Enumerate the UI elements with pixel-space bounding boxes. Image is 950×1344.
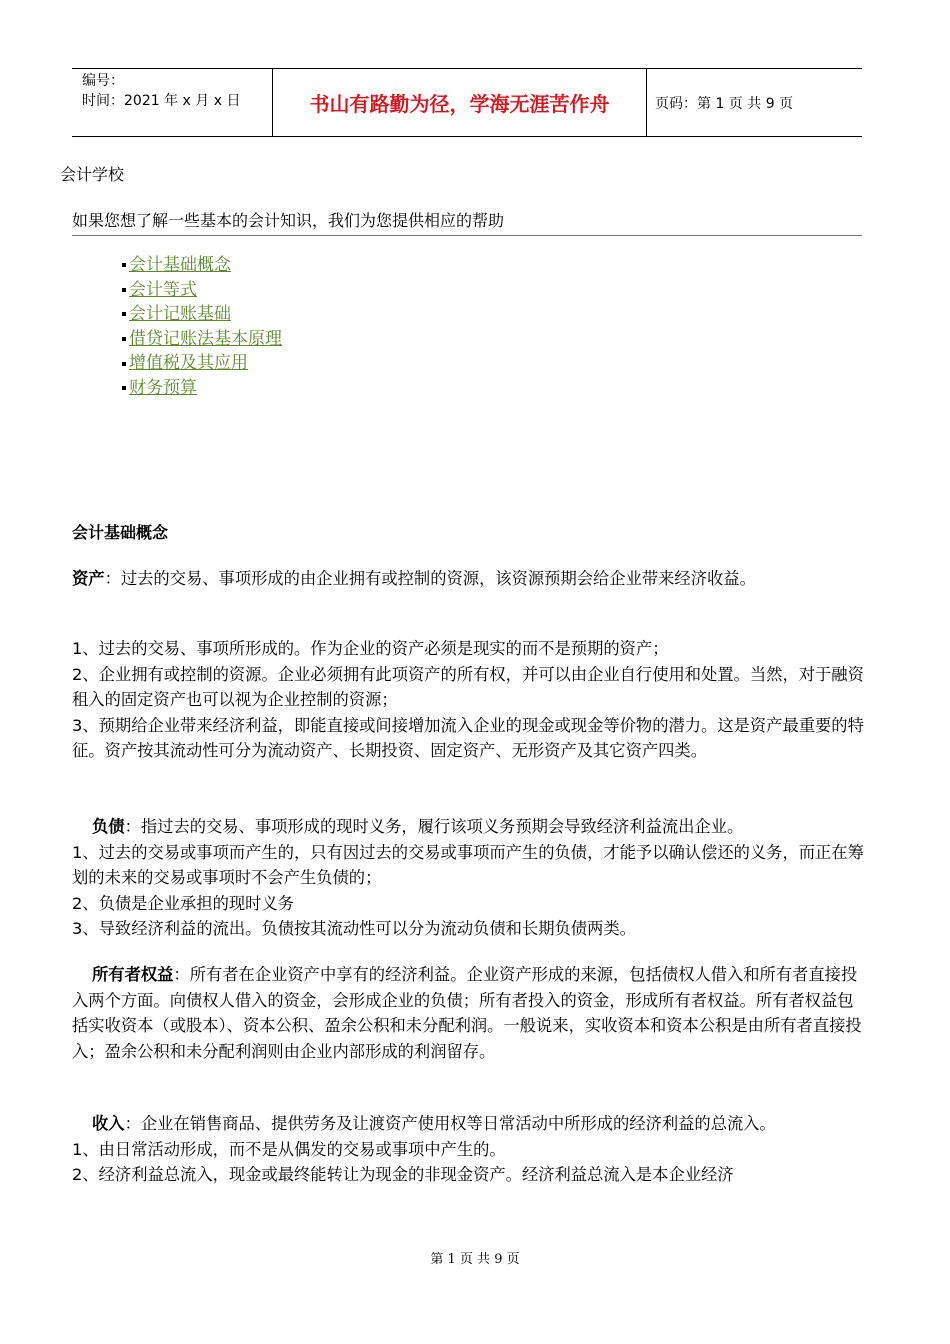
motto-cell	[272, 69, 647, 136]
nav-link-basic-concepts[interactable]: 会计基础概念	[129, 255, 231, 275]
liability-point: 2、负债是企业承担的现时义务	[72, 893, 295, 913]
nav-link-vat[interactable]: 增值税及其应用	[129, 353, 248, 374]
page-info-cell	[647, 69, 862, 136]
document-header	[72, 68, 862, 137]
revenue-def-text: ：企业在销售商品、提供劳务及让渡资产使用权等日常活动中所形成的经济利益的总流入。	[124, 1114, 776, 1133]
nav-item-bookkeeping-basics	[122, 302, 282, 327]
liability-point: 3、导致经济利益的流出。负债按其流动性可以分为流动负债和长期负债两类。	[72, 919, 636, 938]
nav-item-basic-concepts	[122, 253, 282, 278]
equity-def-text: ：所有者在企业资产中享有的经济利益。企业资产形成的来源，包括债权人借入和所有者直接投入两个方面。向债权人借入的资金，会形成企业的负债；所有者投入的资金，形成所有者权益。所有者权益包括实收资本（或股本）、资本公积、盈余公积和未分配利润。一般说来，实收资本和资本公积是由所有者直接投入；盈余公积和未分配利润则由企业内部形成的利润留存。	[72, 965, 862, 1061]
revenue-block	[72, 1111, 867, 1188]
asset-def-text: ：过去的交易、事项形成的由企业拥有或控制的资源，该资源预期会给企业带来经济收益。	[104, 569, 756, 588]
number-label: 编号：	[82, 73, 124, 89]
asset-term: 资产	[72, 569, 105, 588]
asset-point: 3、预期给企业带来经济利益，即能直接或间接增加流入企业的现金或现金等价物的潜力。这是资产最重要的特征。资产按其流动性可分为流动资产、长期投资、固定资产、无形资产及其它资产四类。	[72, 715, 864, 760]
revenue-point: 1、由日常活动形成，而不是从偶发的交易或事项中产生的。	[72, 1139, 506, 1159]
bullet-icon	[122, 337, 126, 341]
asset-definition	[72, 566, 867, 592]
nav-item-vat	[122, 351, 282, 376]
nav-link-budget[interactable]: 财务预算	[129, 377, 197, 398]
equity-term: 所有者权益	[92, 965, 174, 984]
time-label: 时间：2021 年 x 月 x 日	[82, 93, 241, 109]
motto-text: 书山有路勤为径，学海无涯苦作舟	[309, 92, 610, 116]
topic-nav-list	[122, 253, 282, 401]
liability-point: 1、过去的交易或事项而产生的，只有因过去的交易或事项而产生的负债，才能予以确认偿还的义务，而正在筹划的未来的交易或事项时不会产生负债的；	[72, 842, 864, 887]
header-meta-cell	[72, 69, 272, 136]
bullet-icon	[122, 263, 126, 267]
liability-term: 负债	[92, 817, 125, 836]
bullet-icon	[122, 362, 126, 366]
revenue-definition	[72, 1111, 867, 1137]
bullet-icon	[122, 386, 126, 390]
bullet-icon	[122, 312, 126, 316]
nav-item-budget	[122, 376, 282, 401]
liability-block	[72, 814, 867, 942]
bullet-icon	[122, 288, 126, 292]
asset-point: 1、过去的交易、事项所形成的。作为企业的资产必须是现实的而不是预期的资产；	[72, 639, 669, 658]
nav-item-debit-credit	[122, 327, 282, 352]
liability-def-text: ：指过去的交易、事项形成的现时义务，履行该项义务预期会导致经济利益流出企业。	[124, 817, 744, 836]
nav-link-accounting-equation[interactable]: 会计等式	[129, 279, 197, 300]
page-label: 页码：第 1 页 共 9 页	[655, 95, 794, 112]
intro-text: 如果您想了解一些基本的会计知识，我们为您提供相应的帮助	[72, 208, 862, 236]
asset-points	[72, 636, 867, 764]
section-title: 会计基础概念	[72, 523, 169, 542]
nav-link-debit-credit[interactable]: 借贷记账法基本原理	[129, 328, 282, 349]
revenue-term: 收入	[92, 1114, 125, 1133]
page-footer: 第 1 页 共 9 页	[430, 1252, 520, 1267]
nav-link-bookkeeping-basics[interactable]: 会计记账基础	[129, 304, 231, 325]
site-title: 会计学校	[60, 165, 125, 184]
liability-definition	[72, 814, 867, 840]
nav-item-accounting-equation	[122, 278, 282, 303]
asset-point: 2、企业拥有或控制的资源。企业必须拥有此项资产的所有权，并可以由企业自行使用和处置。当然，对于融资租入的固定资产也可以视为企业控制的资源；	[72, 664, 864, 709]
revenue-point: 2、经济利益总流入，现金或最终能转让为现金的非现金资产。经济利益总流入是本企业经济	[72, 1165, 734, 1184]
equity-definition	[72, 962, 867, 1064]
